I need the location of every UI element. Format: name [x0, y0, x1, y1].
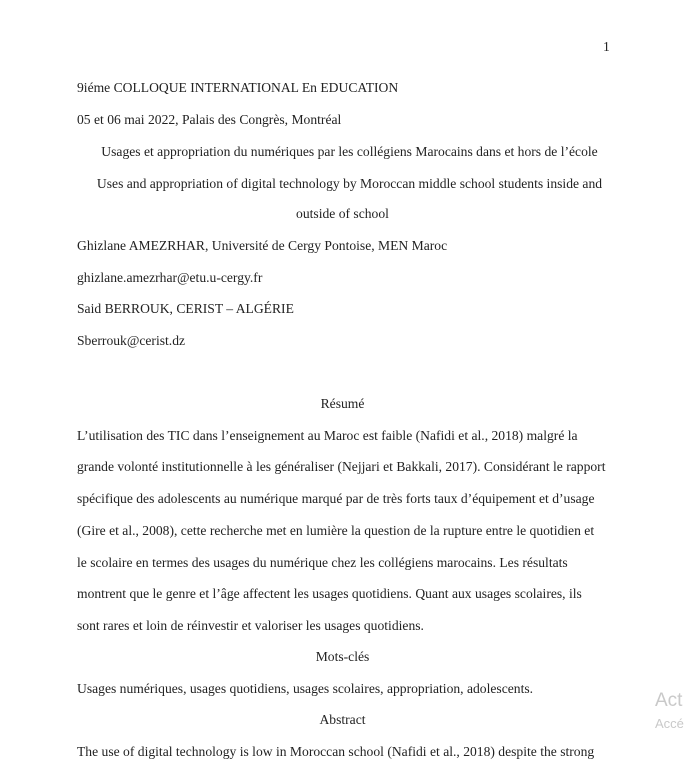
conference-name: 9iéme COLLOQUE INTERNATIONAL En EDUCATION: [77, 80, 399, 95]
keywords-heading: Mots-clés: [315, 649, 370, 664]
title-french: Usages et appropriation du numériques par les collégiens Marocains dans et hors de l’école: [101, 144, 598, 159]
resume-line: sont rares et loin de réinvestir et valoriser les usages quotidiens.: [77, 618, 424, 633]
conference-date-place: 05 et 06 mai 2022, Palais des Congrès, Montréal: [77, 112, 342, 127]
title-english-line-1: Uses and appropriation of digital technology by Moroccan middle school students inside and: [96, 176, 603, 191]
activation-watermark-subtitle: Accé: [655, 716, 684, 731]
abstract-line: The use of digital technology is low in Moroccan school (Nafidi et al., 2018) despite the strong: [77, 744, 595, 759]
title-english-line-2: outside of school: [296, 206, 389, 221]
resume-line: le scolaire en termes des usages du numérique chez les collégiens marocains. Les résultats: [77, 555, 568, 570]
resume-line: spécifique des adolescents au numérique marqué par de très forts taux d’équipement et d’usage: [77, 491, 595, 506]
resume-line: grande volonté institutionnelle à les généraliser (Nejjari et Bakkali, 2017). Considérant le rapport: [77, 459, 606, 474]
author-2-affiliation: Said BERROUK, CERIST – ALGÉRIE: [77, 301, 294, 316]
page-number: 1: [603, 39, 610, 54]
activation-watermark-title: Act: [655, 690, 683, 711]
resume-line: L’utilisation des TIC dans l’enseignement au Maroc est faible (Nafidi et al., 2018) malgré la: [77, 428, 578, 443]
abstract-heading: Abstract: [319, 712, 366, 727]
author-1-affiliation: Ghizlane AMEZRHAR, Université de Cergy Pontoise, MEN Maroc: [77, 238, 448, 253]
author-1-email: ghizlane.amezrhar@etu.u-cergy.fr: [77, 270, 263, 285]
resume-line: (Gire et al., 2008), cette recherche met en lumière la question de la rupture entre le quotidien et: [77, 523, 595, 538]
keywords-text: Usages numériques, usages quotidiens, usages scolaires, appropriation, adolescents.: [77, 681, 534, 696]
author-2-email: Sberrouk@cerist.dz: [77, 333, 186, 348]
resume-line: montrent que le genre et l’âge affectent les usages quotidiens. Quant aux usages scolaires, ils: [77, 586, 582, 601]
resume-heading: Résumé: [320, 396, 365, 411]
